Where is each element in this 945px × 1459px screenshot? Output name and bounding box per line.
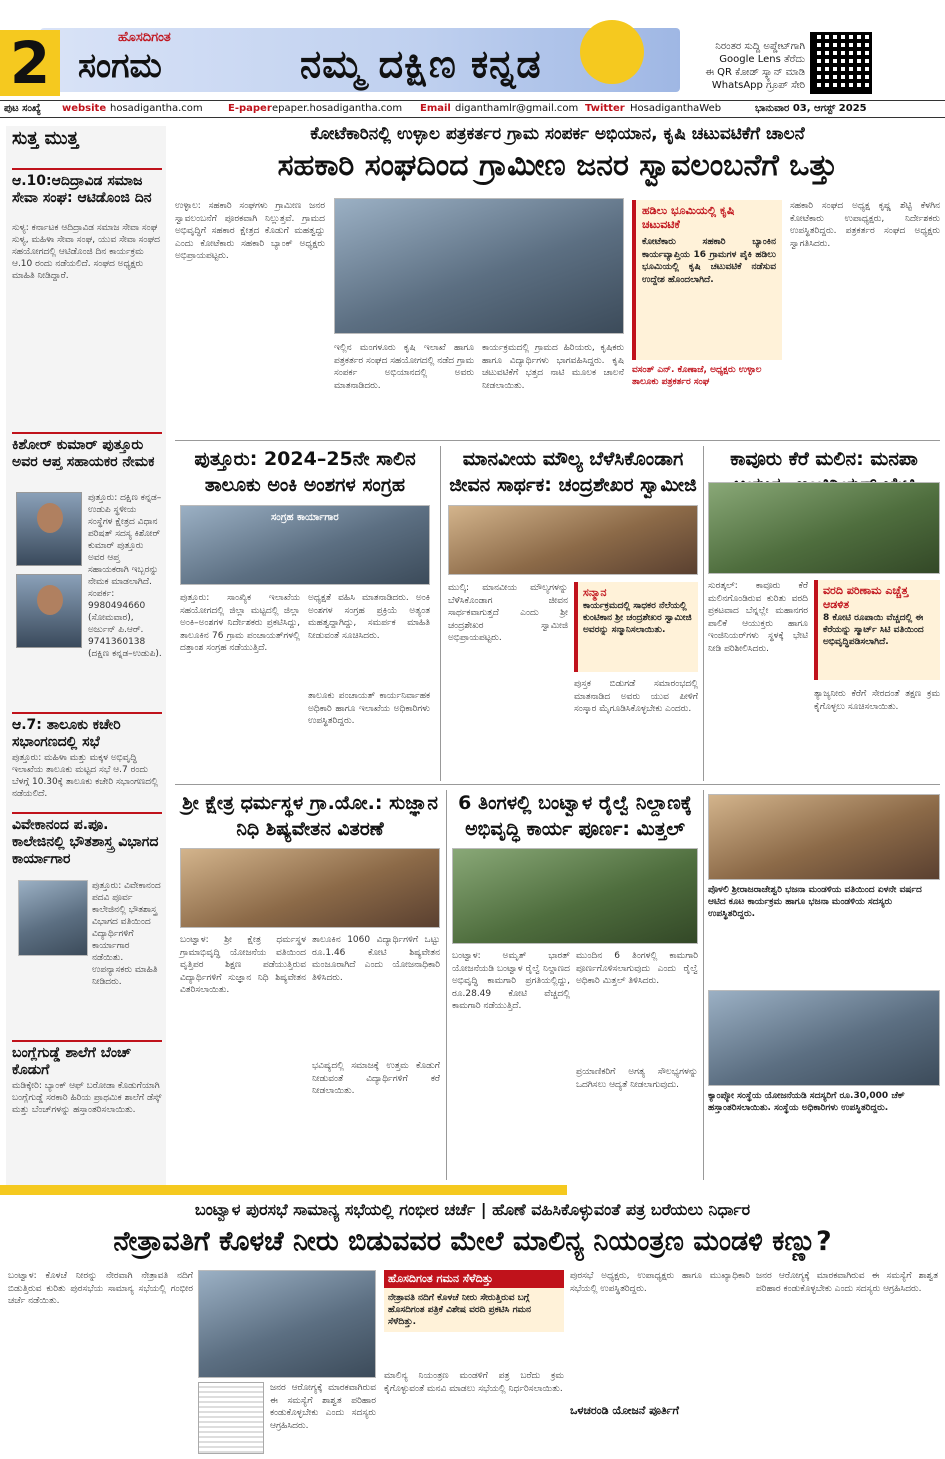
section-bar xyxy=(0,1185,945,1195)
portrait-photo xyxy=(16,492,82,566)
qr-text-2: Google Lens ತೆರೆದು xyxy=(719,54,805,65)
story-body: ಬಂಟ್ವಾಳ: ಶ್ರೀ ಕ್ಷೇತ್ರ ಧರ್ಮಸ್ಥಳ ಗ್ರಾಮಾಭಿವೃದ್ಧಿ ಯೋಜನೆಯ ವತಿಯಿಂದ ವೃತ್ತಿಪರ ಶಿಕ್ಷಣ ಪಡೆಯುತ್ತಿರುವ ವಿದ್ಯಾರ್ಥಿಗಳಿಗೆ ಸುಜ್ಞಾನ ನಿಧಿ ಶಿಷ್ಯವೇತನ ವಿತರಿಸಲಾಯಿತು. xyxy=(180,935,306,995)
lead-headline: ಸಹಕಾರಿ ಸಂಘದಿಂದ ಗ್ರಾಮೀಣ ಜನರ ಸ್ವಾವಲಂಬನೆಗೆ ಒತ್ತು xyxy=(277,148,838,183)
sidebar-text: ಪುತ್ತೂರು: ವಿವೇಕಾನಂದ ಪದವಿ ಪೂರ್ವ ಕಾಲೇಜಿನಲ್ಲಿ ಭೌತಶಾಸ್ತ್ರ ವಿಭಾಗದ ವತಿಯಿಂದ ವಿದ್ಯಾರ್ಥಿಗಳಿಗೆ ಕಾರ್ಯಾಗಾರ ನಡೆಯಿತು. ಉಪನ್ಯಾಸಕರು ಮಾಹಿತಿ ನೀಡಿದರು. xyxy=(92,881,161,987)
twitter-link[interactable]: HosadiganthaWeb xyxy=(630,103,722,114)
qr-text-1: ನಿರಂತರ ಸುದ್ದಿ ಅಪ್ಡೇಟ್‌ಗಾಗಿ xyxy=(715,41,805,52)
lead-photo xyxy=(334,198,624,334)
story-body: ಜನರ ಆರೋಗ್ಯಕ್ಕೆ ಮಾರಕವಾಗಿರುವ ಈ ಸಮಸ್ಯೆಗೆ ಶಾಶ್ವತ ಪರಿಹಾರ ಕಂಡುಕೊಳ್ಳಬೇಕು ಎಂದು ಸದಸ್ಯರು ಆಗ್ರಹಿಸಿದರು. xyxy=(756,1271,938,1294)
story-headline: ಶ್ರೀ ಕ್ಷೇತ್ರ ಧರ್ಮಸ್ಥಳ ಗ್ರಾ.ಯೋ.: ಸುಜ್ಞಾನ ನಿಧಿ ಶಿಷ್ಯವೇತನ ವಿತರಣೆ xyxy=(182,792,438,840)
story-body: ಬಂಟ್ವಾಳ: ಅಮೃತ್ ಭಾರತ್ ಯೋಜನೆಯಡಿ ಬಂಟ್ವಾಳ ರೈಲ್ವೆ ನಿಲ್ದಾಣದ ಅಭಿವೃದ್ಧಿ ಕಾಮಗಾರಿ ಪ್ರಗತಿಯಲ್ಲಿದ್ದು, ರೂ.28.49 ಕೋಟಿ ವೆಚ್ಚದಲ್ಲಿ ಕಾಮಗಾರಿ ನಡೆಯುತ್ತಿದೆ. xyxy=(452,951,570,1011)
story-body: ತಾಲೂಕಿನ 1060 ವಿದ್ಯಾರ್ಥಿಗಳಿಗೆ ಒಟ್ಟು ರೂ.1.46 ಕೋಟಿ ಶಿಷ್ಯವೇತನ ಮಂಜೂರಾಗಿದೆ ಎಂದು ಯೋಜನಾಧಿಕಾರಿ ತಿಳಿಸಿದರು. xyxy=(312,935,440,983)
qr-instructions xyxy=(690,40,805,92)
website-label: website xyxy=(62,103,107,114)
issue-date: ಭಾನುವಾರ 03, ಆಗಸ್ಟ್ 2025 xyxy=(755,103,867,114)
section-title: ನಮ್ಮ ದಕ್ಷಿಣ ಕನ್ನಡ xyxy=(300,42,542,86)
sidebar-title: ಕಿಶೋರ್ ಕುಮಾರ್ ಪುತ್ತೂರು ಅವರ ಆಪ್ತ ಸಹಾಯಕರ ನೇಮಕ xyxy=(12,432,162,471)
story-photo xyxy=(452,848,698,944)
photo-caption: ಕ್ಯಾಂಪ್ಕೋ ಸಂಸ್ಥೆಯ ಯೋಜನೆಯಡಿ ಸದಸ್ಯರಿಗೆ ರೂ.30,000 ಚೆಕ್ ಹಸ್ತಾಂತರಿಸಲಾಯಿತು. ಸಂಸ್ಥೆಯ ಅಧಿಕಾರಿಗಳು ಉಪಸ್ಥಿತರಿದ್ದರು. xyxy=(708,1091,905,1113)
sidebar-text: ಪುತ್ತೂರು: ದಕ್ಷಿಣ ಕನ್ನಡ–ಉಡುಪಿ ಸ್ಥಳೀಯ ಸಂಸ್ಥೆಗಳ ಕ್ಷೇತ್ರದ ವಿಧಾನ ಪರಿಷತ್ ಸದಸ್ಯ ಕಿಶೋರ್ ಕುಮಾರ್ ಪುತ್ತೂರು ಅವರ ಆಪ್ತ ಸಹಾಯಕರಾಗಿ ಇಬ್ಬರನ್ನು ನೇಮಕ ಮಾಡಲಾಗಿದೆ. ಸಂಪರ್ಕ: 9980494660 (ಸೋಮವಾರ), ಅರ್ಜುನ್ ಪಿ.ಆರ್. 9741360138 (ದಕ್ಷಿಣ ಕನ್ನಡ–ಉಡುಪಿ). xyxy=(88,493,162,659)
story-photo xyxy=(708,482,940,574)
story-headline: ಪುತ್ತೂರು: 2024–25ನೇ ಸಾಲಿನ ತಾಲೂಕು ಅಂಕಿ ಅಂಶಗಳ ಸಂಗ್ರಹ xyxy=(194,448,416,496)
story-body: ಭವಿಷ್ಯದಲ್ಲಿ ಸಮಾಜಕ್ಕೆ ಉತ್ತಮ ಕೊಡುಗೆ ನೀಡುವಂತೆ ವಿದ್ಯಾರ್ಥಿಗಳಿಗೆ ಕರೆ ನೀಡಲಾಯಿತು. xyxy=(312,1061,440,1096)
story-body: ಬಂಟ್ವಾಳ: ಕೊಳಚೆ ನೀರನ್ನು ನೇರವಾಗಿ ನೇತ್ರಾವತಿ ನದಿಗೆ ಬಿಡುತ್ತಿರುವ ಕುರಿತು ಪುರಸಭೆಯ ಸಾಮಾನ್ಯ ಸಭೆಯಲ್ಲಿ ಗಂಭೀರ ಚರ್ಚೆ ನಡೆಯಿತು. xyxy=(8,1271,193,1306)
website-link[interactable]: hosadigantha.com xyxy=(110,103,203,114)
lead-sidebox xyxy=(632,200,782,360)
lead-body: ಸಹಕಾರಿ ಸಂಘದ ಅಧ್ಯಕ್ಷ ಕೃಷ್ಣ ಶೆಟ್ಟಿ ಕೆಳಗಿನ ಕೋಟೆಕಾರು ಉಪಾಧ್ಯಕ್ಷರು, ನಿರ್ದೇಶಕರು ಉಪಸ್ಥಿತರಿದ್ದರು. ಪತ್ರಕರ್ತರ ಸಂಘದ ಅಧ್ಯಕ್ಷರು ಸ್ವಾಗತಿಸಿದರು. xyxy=(790,201,940,249)
sidebar-text: ಮಡಿಕ್ಕೇರಿ: ಬ್ಯಾಂಕ್ ಆಫ್ ಬರೋಡಾ ಕೊಡುಗೆಯಾಗಿ ಬಂಗ್ಲೆಗುಡ್ಡೆ ಸರಕಾರಿ ಹಿರಿಯ ಪ್ರಾಥಮಿಕ ಶಾಲೆಗೆ ಡೆಸ್ಕ್ ಮತ್ತು ಬೆಂಚ್‌ಗಳನ್ನು ಹಸ್ತಾಂತರಿಸಲಾಯಿತು. xyxy=(12,1081,162,1115)
lead-kicker: ಕೋಟೆಕಾರಿನಲ್ಲಿ ಉಳ್ಳಾಲ ಪತ್ರಕರ್ತರ ಗ್ರಾಮ ಸಂಪರ್ಕ ಅಭಿಯಾನ, ಕೃಷಿ ಚಟುವಟಿಕೆಗೆ ಚಾಲನೆ xyxy=(310,124,805,144)
epaper-label: E-paper xyxy=(228,103,272,114)
earlier-report-text: ನೇತ್ರಾವತಿ ನದಿಗೆ ಕೊಳಚೆ ನೀರು ಸೇರುತ್ತಿರುವ ಬಗ್ಗೆ ಹೊಸದಿಗಂತ ಪತ್ರಿಕೆ ವಿಶೇಷ ವರದಿ ಪ್ರಕಟಿಸಿ ಗಮನ ಸೆಳೆದಿತ್ತು. xyxy=(384,1288,564,1332)
story-headline: ಕಾವೂರು ಕೆರೆ ಮಲಿನ: ಮನಪಾ xyxy=(730,448,918,470)
bhajan-photo xyxy=(708,794,940,880)
page-number: 2 xyxy=(0,30,60,96)
email-label: Email xyxy=(420,103,451,114)
story-body: ಸುರತ್ಕಲ್: ಕಾವೂರು ಕೆರೆ ಮಲಿನಗೊಂಡಿರುವ ಕುರಿತು ವರದಿ ಪ್ರಕಟವಾದ ಬೆನ್ನಲ್ಲೇ ಮಹಾನಗರ ಪಾಲಿಕೆ ಆಯುಕ್ತರು ಹಾಗೂ ಇಂಜಿನಿಯರ್‌ಗಳು ಸ್ಥಳಕ್ಕೆ ಭೇಟಿ ನೀಡಿ ಪರಿಶೀಲಿಸಿದರು. xyxy=(708,581,808,654)
divider xyxy=(703,446,704,781)
sidebox-text: ಕೋಟೆಕಾರು ಸಹಕಾರಿ ಬ್ಯಾಂಕಿನ ಕಾರ್ಯವ್ಯಾಪ್ತಿಯ 16 ಗ್ರಾಮಗಳ ಪೈಕಿ ಹಡಿಲು ಭೂಮಿಯಲ್ಲಿ ಕೃಷಿ ಚಟುವಟಿಕೆ ನಡೆಸುವ ಉದ್ದೇಶ ಹೊಂದಲಾಗಿದೆ. xyxy=(642,237,776,285)
divider xyxy=(446,790,447,1180)
meeting-photo xyxy=(198,1270,376,1378)
story-body: ಅಧ್ಯಕ್ಷತೆ ವಹಿಸಿ ಮಾತನಾಡಿದರು. ಅಂಕಿ ಅಂಶಗಳ ಸಂಗ್ರಹ ಪ್ರಕ್ರಿಯೆ ಅತ್ಯಂತ ಮಹತ್ವದ್ದಾಗಿದ್ದು, ಸಮರ್ಪಕ ಮಾಹಿತಿ ನೀಡುವಂತೆ ಸೂಚಿಸಿದರು. xyxy=(308,593,430,641)
story-body: ಪುರಸಭೆ ಅಧ್ಯಕ್ಷರು, ಉಪಾಧ್ಯಕ್ಷರು ಹಾಗೂ ಮುಖ್ಯಾಧಿಕಾರಿ ಸಭೆಯಲ್ಲಿ ಉಪಸ್ಥಿತರಿದ್ದರು. xyxy=(570,1271,750,1294)
sidebox-quote: ವಸಂತ್ ಎನ್. ಕೊಣಾಜೆ, ಅಧ್ಯಕ್ಷರು ಉಳ್ಳಾಲ ತಾಲೂಕು ಪತ್ರಕರ್ತರ ಸಂಘ xyxy=(632,365,762,387)
sidebar-title: ಆ.7: ತಾಲೂಕು ಕಚೇರಿ ಸಭಾಂಗಣದಲ್ಲಿ ಸಭೆ xyxy=(12,712,162,751)
info-bar xyxy=(0,100,945,118)
divider xyxy=(703,790,704,1180)
photo-banner-text: ಸಂಗ್ರಹ ಕಾರ್ಯಾಗಾರ xyxy=(271,512,339,523)
bottom-kicker: ಬಂಟ್ವಾಳ ಪುರಸಭೆ ಸಾಮಾನ್ಯ ಸಭೆಯಲ್ಲಿ ಗಂಭೀರ ಚರ್ಚೆ | ಹೊಣೆ ವಹಿಸಿಕೊಳ್ಳುವಂತೆ ಪತ್ರ ಬರೆಯಲು ನಿರ್ಧಾರ xyxy=(194,1200,751,1219)
brand-logo: ಸಂಗಮ xyxy=(78,46,162,86)
page-label: ಪುಟ ಸಂಖ್ಯೆ xyxy=(4,103,41,114)
divider xyxy=(175,440,940,441)
qr-text-3: ಈ QR ಕೋಡ್ ಸ್ಕ್ಯಾನ್ ಮಾಡಿ xyxy=(705,67,805,78)
sidebar-text: ಪುತ್ತೂರು: ಮಹಿಳಾ ಮತ್ತು ಮಕ್ಕಳ ಅಭಿವೃದ್ಧಿ ಇಲಾಖೆಯ ತಾಲೂಕು ಮಟ್ಟದ ಸಭೆ ಆ.7 ರಂದು ಬೆಳಗ್ಗೆ 10.30ಕ್ಕೆ ತಾಲೂಕು ಕಚೇರಿ ಸಭಾಂಗಣದಲ್ಲಿ ನಡೆಯಲಿದೆ. xyxy=(12,753,158,799)
email-link[interactable]: diganthamlr@gmail.com xyxy=(455,103,579,114)
cheque-photo xyxy=(708,990,940,1086)
honour-box-text: ಕಾರ್ಯಕ್ರಮದಲ್ಲಿ ಸಾಧಕರ ನೆಲೆಯಲ್ಲಿ ಕುಂಟಿಕಾನ ಶ್ರೀ ಚಂದ್ರಶೇಖರ ಸ್ವಾಮೀಜಿ ಅವರನ್ನು ಸನ್ಮಾನಿಸಲಾಯಿತು. xyxy=(583,601,692,635)
epaper-link[interactable]: epaper.hosadigantha.com xyxy=(272,103,403,114)
story-headline: 6 ತಿಂಗಳಲ್ಲಿ ಬಂಟ್ವಾಳ ರೈಲ್ವೆ ನಿಲ್ದಾಣಕ್ಕೆ ಅಭಿವೃದ್ಧಿ ಕಾರ್ಯ ಪೂರ್ಣ: ಮಿತ್ತಲ್ xyxy=(458,792,692,840)
divider xyxy=(440,446,441,781)
story-photo xyxy=(448,505,698,575)
sidebar-title: ಬಂಗ್ಲೆಗುಡ್ಡೆ ಶಾಲೆಗೆ ಬೆಂಚ್ ಕೊಡುಗೆ xyxy=(12,1040,162,1079)
honour-box xyxy=(574,582,698,672)
story-body: ತಾಲೂಕು ಪಂಚಾಯತ್ ಕಾರ್ಯನಿರ್ವಾಹಕ ಅಧಿಕಾರಿ ಹಾಗೂ ಇಲಾಖೆಯ ಅಧಿಕಾರಿಗಳು ಉಪಸ್ಥಿತರಿದ್ದರು. xyxy=(308,691,430,726)
photo-caption: ಪೊಳಲಿ ಶ್ರೀರಾಜರಾಜೇಶ್ವರಿ ಭಜನಾ ಮಂಡಳಿಯ ವತಿಯಿಂದ ಏಳನೇ ವರ್ಷದ ಆಟಿದ ಕೂಟ ಕಾರ್ಯಕ್ರಮ ಹಾಗೂ ಭಜನಾ ಮಂಡಳಿಯ ಸದಸ್ಯರು ಉಪಸ್ಥಿತರಿದ್ದರು. xyxy=(708,885,922,919)
bottom-headline: ನೇತ್ರಾವತಿಗೆ ಕೊಳಚೆ ನೀರು ಬಿಡುವವರ ಮೇಲೆ ಮಾಲಿನ್ಯ ನಿಯಂತ್ರಣ ಮಂಡಳಿ ಕಣ್ಣು? xyxy=(113,1226,832,1257)
lead-body: ಕಾರ್ಯಕ್ರಮದಲ್ಲಿ ಗ್ರಾಮದ ಹಿರಿಯರು, ಕೃಷಿಕರು ಹಾಗೂ ವಿದ್ಯಾರ್ಥಿಗಳು ಭಾಗವಹಿಸಿದ್ದರು. ಕೃಷಿ ಚಟುವಟಿಕೆಗೆ ಭತ್ತದ ನಾಟಿ ಮೂಲಕ ಚಾಲನೆ ನೀಡಲಾಯಿತು. xyxy=(482,343,624,391)
story-body: ಪುತ್ತೂರು: ಸಾಂಖ್ಯಿಕ ಇಲಾಖೆಯ ಸಹಯೋಗದಲ್ಲಿ ಜಿಲ್ಲಾ ಮಟ್ಟದಲ್ಲಿ ಜಿಲ್ಲಾ ಅಂಕಿ–ಅಂಶಗಳ ನಿರ್ದೇಶಕರು ಪ್ರಕಟಿಸಿದ್ದು, ತಾಲೂಕಿನ 76 ಗ್ರಾಮ ಪಂಚಾಯತ್‌ಗಳಲ್ಲಿ ದತ್ತಾಂಶ ಸಂಗ್ರಹ ನಡೆಯುತ್ತಿದೆ. xyxy=(180,593,300,653)
story-body: ಮುಲ್ಕಿ: ಮಾನವೀಯ ಮೌಲ್ಯಗಳನ್ನು ಬೆಳೆಸಿಕೊಂಡಾಗ ಜೀವನ ಸಾರ್ಥಕವಾಗುತ್ತದೆ ಎಂದು ಶ್ರೀ ಚಂದ್ರಶೇಖರ ಸ್ವಾಮೀಜಿ ಅಭಿಪ್ರಾಯಪಟ್ಟರು. xyxy=(448,583,568,643)
newspaper-clipping xyxy=(198,1382,264,1454)
story-body: ಪ್ರಯಾಣಿಕರಿಗೆ ಅಗತ್ಯ ಸೌಲಭ್ಯಗಳನ್ನು ಒದಗಿಸಲು ಆದ್ಯತೆ ನೀಡಲಾಗುವುದು. xyxy=(576,1067,698,1090)
lead-body: ಉಳ್ಳಾಲ: ಸಹಕಾರಿ ಸಂಘಗಳು ಗ್ರಾಮೀಣ ಜನರ ಸ್ವಾವಲಂಬನೆಗೆ ಪೂರಕವಾಗಿ ನಿಲ್ಲುತ್ತವೆ. ಗ್ರಾಮದ ಅಭಿವೃದ್ಧಿಗೆ ಸಹಕಾರ ಕ್ಷೇತ್ರದ ಕೊಡುಗೆ ಮಹತ್ವದ್ದು ಎಂದು ಕೋಟೆಕಾರು ಸಹಕಾರಿ ಬ್ಯಾಂಕ್ ಅಧ್ಯಕ್ಷರು ಅಭಿಪ್ರಾಯಪಟ್ಟರು. xyxy=(175,201,325,261)
earlier-report-title: ಹೊಸದಿಗಂತ ಗಮನ ಸೆಳೆದಿತ್ತು xyxy=(384,1270,564,1288)
lead-body: ಇಲ್ಲಿನ ಮಂಗಳೂರು ಕೃಷಿ ಇಲಾಖೆ ಹಾಗೂ ಪತ್ರಕರ್ತರ ಸಂಘದ ಸಹಯೋಗದಲ್ಲಿ ನಡೆದ ಗ್ರಾಮ ಸಂಪರ್ಕ ಅಭಿಯಾನದಲ್ಲಿ ಅವರು ಮಾತನಾಡಿದರು. xyxy=(334,343,474,391)
qr-text-4: WhatsApp ಗ್ರೂಪ್ ಸೇರಿ xyxy=(711,80,805,91)
story-photo xyxy=(180,848,440,928)
bottom-subhead: ಒಳಚರಂಡಿ ಯೋಜನೆ ಪೂರ್ತಿಗೆ xyxy=(570,1404,679,1417)
sidebar-title: ವಿವೇಕಾನಂದ ಪ.ಪೂ. ಕಾಲೇಜಿನಲ್ಲಿ ಭೌತಶಾಸ್ತ್ರ ವಿಭಾಗದ ಕಾರ್ಯಾಗಾರ xyxy=(12,812,162,868)
honour-box-title: ಸನ್ಮಾನ xyxy=(583,586,607,599)
qr-code-icon[interactable] xyxy=(810,32,872,94)
divider xyxy=(175,784,940,785)
brand-small: ಹೊಸದಿಗಂತ xyxy=(118,30,171,45)
story-body: ಪುಸ್ತಕ ಬಿಡುಗಡೆ ಸಮಾರಂಭದಲ್ಲಿ ಮಾತನಾಡಿದ ಅವರು ಯುವ ಪೀಳಿಗೆ ಸಂಸ್ಕಾರ ಮೈಗೂಡಿಸಿಕೊಳ್ಳಬೇಕು ಎಂದರು. xyxy=(574,679,698,714)
impact-box-title: ವರದಿ ಪರಿಣಾಮ ಎಚ್ಚೆತ್ತ ಆಡಳಿತ xyxy=(823,584,909,611)
sidebar-text: ಸುಳ್ಯ: ಕರ್ನಾಟಕ ಆದಿದ್ರಾವಿಡ ಸಮಾಜ ಸೇವಾ ಸಂಘ ಸುಳ್ಯ, ಮಹಿಳಾ ಸೇವಾ ಸಂಘ, ಯುವ ಸೇವಾ ಸಂಘದ ಸಹಯೋಗದಲ್ಲಿ ಆಟಿಡೊಂಜಿ ದಿನ ಕಾರ್ಯಕ್ರಮ ಆ.10 ರಂದು ನಡೆಯಲಿದೆ. ಸಂಘದ ಅಧ್ಯಕ್ಷರು ಮಾಹಿತಿ ನೀಡಿದ್ದಾರೆ. xyxy=(12,223,160,281)
story-body: ಮುಂದಿನ 6 ತಿಂಗಳಲ್ಲಿ ಕಾಮಗಾರಿ ಪೂರ್ಣಗೊಳಿಸಲಾಗುವುದು ಎಂದು ರೈಲ್ವೆ ಅಧಿಕಾರಿ ಮಿತ್ತಲ್ ತಿಳಿಸಿದರು. xyxy=(576,951,698,986)
portrait-photo xyxy=(16,574,82,648)
sidebar-heading: ಸುತ್ತ ಮುತ್ತ xyxy=(12,128,79,149)
story-headline: ಮಾನವೀಯ ಮೌಲ್ಯ ಬೆಳೆಸಿಕೊಂಡಾಗ ಜೀವನ ಸಾರ್ಥಕ: ಚಂದ್ರಶೇಖರ ಸ್ವಾಮೀಜಿ xyxy=(449,448,697,496)
impact-box-text: 8 ಕೋಟಿ ರೂಪಾಯಿ ವೆಚ್ಚದಲ್ಲಿ ಈ ಕೆರೆಯನ್ನು ಸ್ಮಾರ್ಟ್ ಸಿಟಿ ವತಿಯಿಂದ ಅಭಿವೃದ್ಧಿಪಡಿಸಲಾಗಿದೆ. xyxy=(823,613,924,647)
story-photo xyxy=(180,505,430,585)
sun-graphic xyxy=(580,20,644,84)
sidebar-title: ಆ.10:ಆದಿದ್ರಾವಿಡ ಸಮಾಜ ಸೇವಾ ಸಂಘ: ಆಟಿಡೊಂಜಿ ದಿನ xyxy=(12,168,162,207)
earlier-report-box xyxy=(384,1270,564,1332)
story-body: ಮಾಲಿನ್ಯ ನಿಯಂತ್ರಣ ಮಂಡಳಿಗೆ ಪತ್ರ ಬರೆದು ಕ್ರಮ ಕೈಗೊಳ್ಳುವಂತೆ ಮನವಿ ಮಾಡಲು ಸಭೆಯಲ್ಲಿ ನಿರ್ಧರಿಸಲಾಯಿತು. xyxy=(384,1371,564,1394)
twitter-label: Twitter xyxy=(585,103,625,114)
report-impact-box xyxy=(814,580,940,680)
workshop-photo xyxy=(18,880,88,956)
sidebox-title: ಹಡಿಲು ಭೂಮಿಯಲ್ಲಿ ಕೃಷಿ ಚಟುವಟಿಕೆ xyxy=(642,204,735,231)
story-body: ಜನರ ಆರೋಗ್ಯಕ್ಕೆ ಮಾರಕವಾಗಿರುವ ಈ ಸಮಸ್ಯೆಗೆ ಶಾಶ್ವತ ಪರಿಹಾರ ಕಂಡುಕೊಳ್ಳಬೇಕು ಎಂದು ಸದಸ್ಯರು ಆಗ್ರಹಿಸಿದರು. xyxy=(270,1383,376,1431)
story-body: ತ್ಯಾಜ್ಯನೀರು ಕೆರೆಗೆ ಸೇರದಂತೆ ತಕ್ಷಣ ಕ್ರಮ ಕೈಗೊಳ್ಳಲು ಸೂಚಿಸಲಾಯಿತು. xyxy=(814,689,940,712)
